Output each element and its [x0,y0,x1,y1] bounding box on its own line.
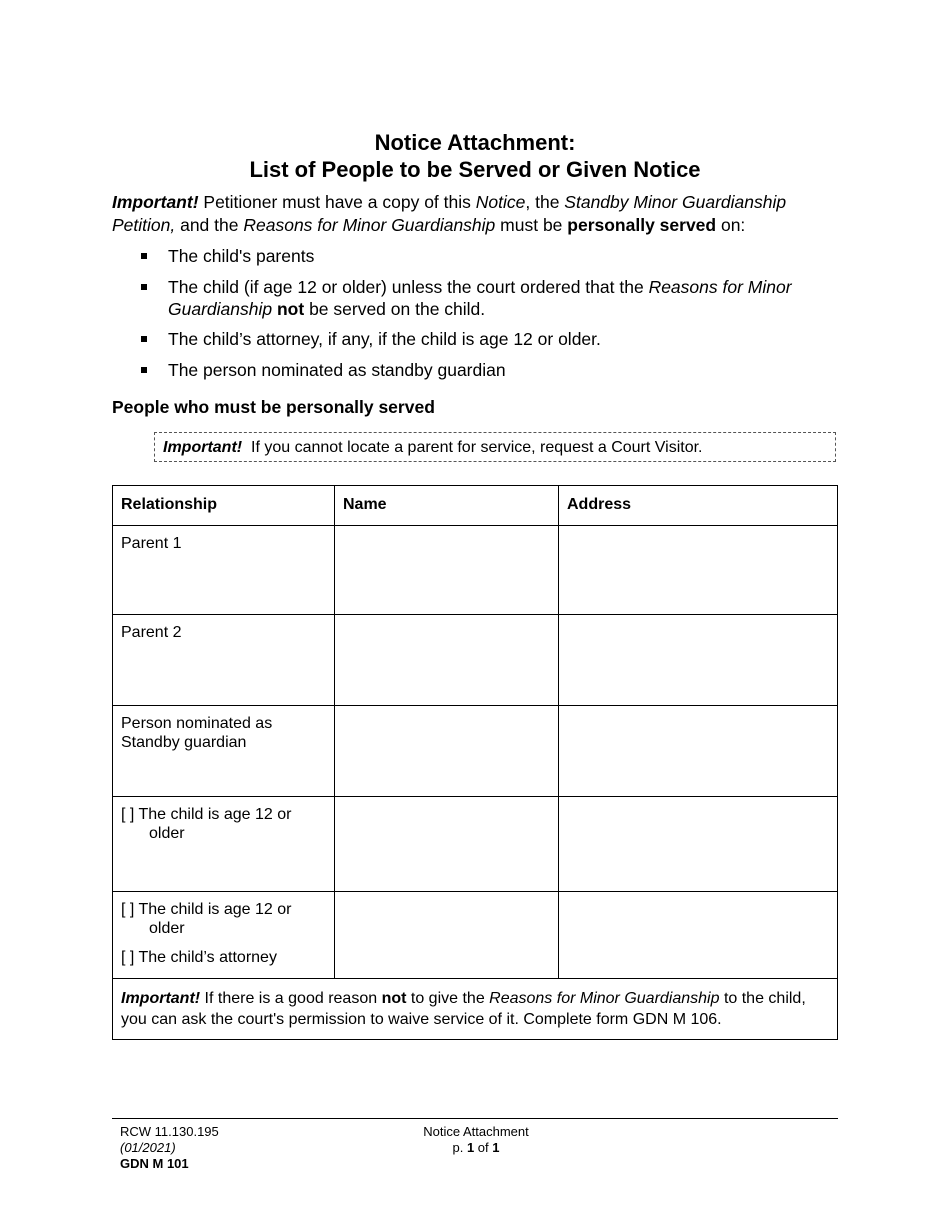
footnote-important-label: Important! [121,990,201,1007]
list-item-italic: Reasons for Minor Guardianship [168,276,792,319]
intro-text: Petitioner must have a copy of this [198,192,476,212]
intro-petition-term: Standby Minor Guardianship Petition, [112,192,787,235]
page-of: of [474,1140,493,1155]
intro-important-label: Important! [112,192,199,212]
name-field[interactable] [335,797,559,892]
list-item [140,245,840,267]
address-field[interactable] [559,706,838,797]
page-title: Notice Attachment: [374,130,576,155]
address-field[interactable] [559,615,838,706]
square-bullet-icon [141,336,147,342]
list-item-text: The child (if age 12 or older) unless the court ordered that the [168,276,649,297]
intro-text: , the [525,192,565,212]
list-item [140,276,840,320]
section-heading: People who must be personally served [112,397,435,417]
relationship-cell [113,797,335,892]
service-list [140,245,840,389]
list-item-text: The child’s attorney, if any, if the child is age 12 or older. [168,329,601,349]
table-row [113,892,838,979]
square-bullet-icon [141,253,147,259]
list-item-text: be served on the child. [304,298,486,319]
intro-personally-served: personally served [567,215,717,235]
table-header-row [113,486,838,526]
list-item [140,328,840,350]
table-row [113,706,838,797]
child-age-checkbox[interactable]: [ ] The child is age 12 or older [121,806,292,842]
notice-important-label: Important! [163,439,243,456]
footer-rcw: RCW 11.130.195 [120,1124,219,1139]
list-item-bold: not [276,298,305,319]
intro-text: must be [495,215,568,235]
table-row [113,615,838,706]
court-visitor-notice [154,432,836,462]
header-relationship: Relationship [113,486,335,526]
footnote-text: to the child, you can ask the court's permission to waive service of it. Complete form GDN M 106. [121,990,806,1028]
intro-paragraph [112,191,840,237]
list-item-text: The child's parents [168,246,315,266]
footnote-text: If there is a good reason [200,990,382,1007]
page-subtitle: List of People to be Served or Given Notice [249,157,701,182]
relationship-cell: Parent 2 [113,615,335,706]
name-field[interactable] [335,526,559,615]
header-name: Name [335,486,559,526]
name-field[interactable] [335,706,559,797]
header-address: Address [559,486,838,526]
name-field[interactable] [335,615,559,706]
footer-form-number: GDN M 101 [120,1156,189,1171]
footer-form-info [120,1124,219,1172]
relationship-cell: Person nominated as Standby guardian [113,706,335,797]
intro-text: and the [175,215,244,235]
footer-date: (01/2021) [120,1140,176,1155]
square-bullet-icon [141,367,147,373]
intro-text: on: [716,215,746,235]
intro-notice-term: Notice [475,192,526,212]
table-row [113,526,838,615]
intro-reasons-term: Reasons for Minor Guardianship [243,215,496,235]
square-bullet-icon [141,284,147,290]
footer-page-info [376,1124,576,1156]
footnote-bold: not [381,990,407,1007]
page-current: 1 [466,1140,475,1155]
footer-title: Notice Attachment [423,1124,529,1139]
table-footnote-row [113,979,838,1040]
table-row [113,797,838,892]
relationship-cell: Parent 1 [113,526,335,615]
service-table [112,485,838,1040]
footer-divider [112,1118,838,1119]
notice-text: If you cannot locate a parent for service, request a Court Visitor. [242,439,703,456]
page-prefix: p. [452,1140,467,1155]
child-attorney-checkbox[interactable]: [ ] The child’s attorney [121,949,277,966]
list-item [140,359,840,381]
footnote-italic: Reasons for Minor Guardianship [489,990,720,1007]
waive-service-note [113,979,838,1040]
page-number [376,1140,576,1156]
page-total: 1 [492,1140,500,1155]
name-field[interactable] [335,892,559,979]
child-age-checkbox[interactable]: [ ] The child is age 12 or older [121,901,292,937]
address-field[interactable] [559,797,838,892]
footnote-text: to give the [406,990,490,1007]
list-item-text: The person nominated as standby guardian [168,359,506,380]
relationship-cell [113,892,335,979]
address-field[interactable] [559,892,838,979]
address-field[interactable] [559,526,838,615]
